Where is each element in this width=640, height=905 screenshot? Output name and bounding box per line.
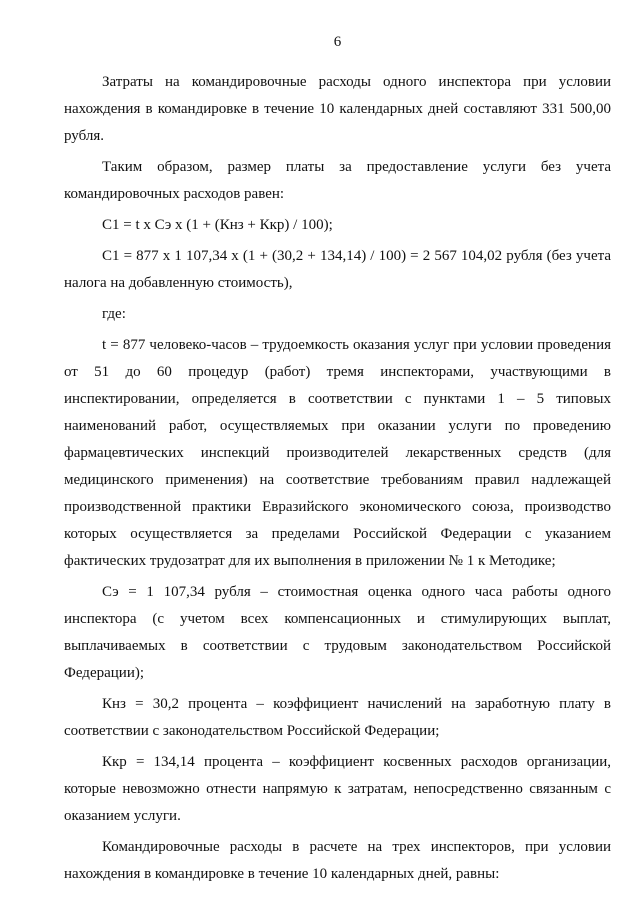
paragraph-travel-costs-one-inspector: Затраты на командировочные расходы одного инспектора при условии нахождения в командировке в течение 10 календарных дней составляют 331 500,00 рубля. (64, 74, 611, 144)
formula-general: С1 = t x Сэ x (1 + (Кнз + Ккр) / 100); (102, 217, 333, 233)
paragraph-fee-intro: Таким образом, размер платы за предоставление услуги без учета командировочных расходов равен: (64, 159, 611, 202)
page-number: 6 (333, 34, 342, 50)
formula-calculated: С1 = 877 x 1 107,34 x (1 + (30,2 + 134,14) / 100) = 2 567 104,02 рубля (без учета налога на добавленную стоимость), (64, 248, 611, 291)
definition-se: Сэ = 1 107,34 рубля – стоимостная оценка одного часа работы одного инспектора (с учетом всех компенсационных и стимулирующих выплат, выплачиваемых в соответствии с трудовым законодательством Российской Федерации); (64, 584, 611, 681)
where-label: где: (102, 306, 126, 322)
document-page (64, 32, 611, 882)
definition-knz: Кнз = 30,2 процента – коэффициент начислений на заработную плату в соответствии с законодательством Российской Федерации; (64, 696, 611, 739)
definition-t: t = 877 человеко-часов – трудоемкость оказания услуг при условии проведения от 51 до 60 процедур (работ) тремя инспекторами, участвующими в инспектировании, определяется в соответствии с пунктами 1 – 5 типовых наименований работ, осуществляемых при оказании услуги по проведению фармацевтических инспекций производителей лекарственных средств (для медицинского применения) на соответствие требованиям правил надлежащей производственной практики Евразийского экономического союза, производство которых осуществляется за пределами Российской Федерации с указанием фактических трудозатрат для их выполнения в приложении № 1 к Методике; (64, 337, 611, 569)
paragraph-travel-costs-three-inspectors: Командировочные расходы в расчете на трех инспекторов, при условии нахождения в командировке в течение 10 календарных дней, равны: (64, 839, 611, 882)
definition-kkr: Ккр = 134,14 процента – коэффициент косвенных расходов организации, которые невозможно отнести напрямую к затратам, непосредственно связанным с оказанием услуги. (64, 754, 611, 824)
